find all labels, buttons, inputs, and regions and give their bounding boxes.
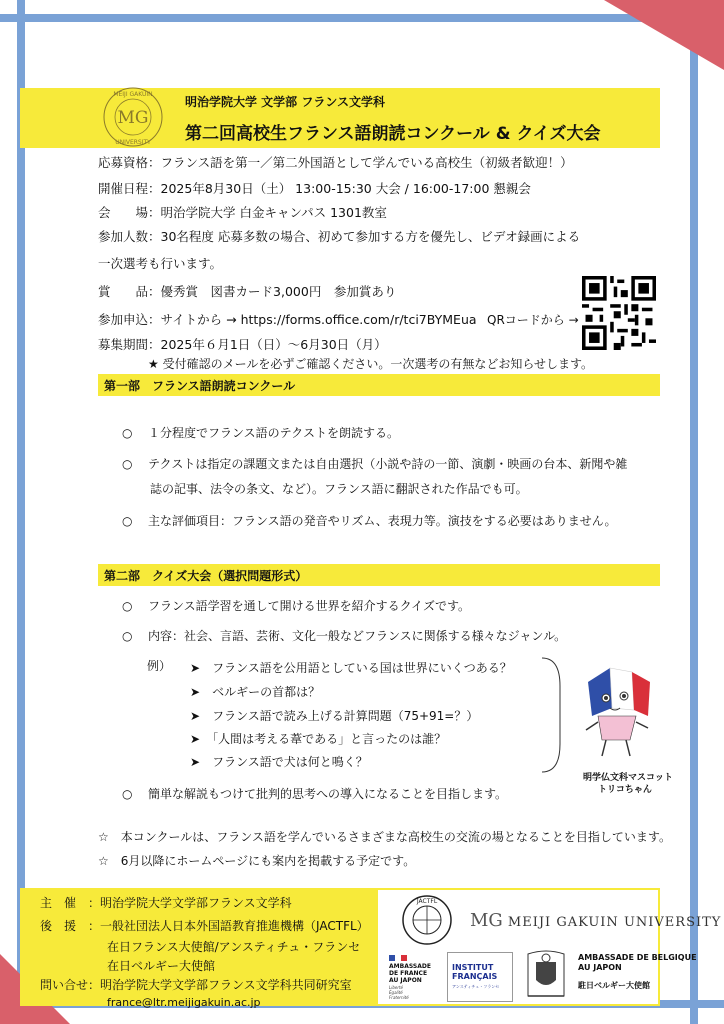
qr-code[interactable] [582,276,656,350]
part2-item: ○ フランス語学習を通して開ける世界を紹介するクイズです。 [122,599,470,613]
info-prize: 賞 品：優秀賞 図書カード3,000円 参加賞あり [98,284,397,299]
info-eligibility: 応募資格：フランス語を第一／第二外国語として学んでいる高校生（初級者歓迎！） [98,155,573,170]
info-period: 募集期間：2025年６月1日（日）～6月30日（月） [98,337,387,352]
footer-support-line: 在日ベルギー大使館 [107,959,216,973]
info-participants-cont: 一次選考も行います。 [98,256,223,271]
example-item: ➤ フランス語で読み上げる計算問題（75+91=？） [190,709,479,723]
note: ☆ 6月以降にホームページにも案内を掲載する予定です。 [98,854,416,868]
footer-contact: 問い合せ：明治学院大学文学部フランス文学科共同研究室 [40,978,352,992]
mascot-caption: 明学仏文科マスコット [583,773,673,783]
jactfl-logo [398,893,456,947]
frame-right [690,0,698,1024]
application-link[interactable]: サイトから → https://forms.office.com/r/tci7BYMEua [160,312,477,327]
example-bracket [540,656,570,774]
info-application: 参加申込：サイトから → https://forms.office.com/r/tci7BYMEua [98,312,477,327]
svg-text:MEIJI GAKUIN: MEIJI GAKUIN [113,91,153,98]
footer-support: 後 援 ：一般社団法人日本外国語教育推進機構（JACTFL） [40,919,369,933]
institut-francais-logo: INSTITUT FRANÇAIS アンスティチュ・フランセ [447,952,513,1002]
example-item: ➤ フランス語を公用語としている国は世界にいくつある？ [190,661,512,675]
frame-left [17,0,25,1024]
note: ☆ 本コンクールは、フランス語を学んでいるさまざまな高校生の交流の場となることを目指しています。 [98,830,671,844]
jactfl-text: JACTFL [416,898,438,905]
footer-host: 主 催 ：明治学院大学文学部フランス文学科 [40,896,292,910]
example-label: 例） [147,659,172,673]
part1-item-cont: 誌の記事、法令の条文、など）。フランス語に翻訳された作品でも可。 [150,482,528,496]
part1-heading: 第一部 フランス語朗読コンクール [104,379,296,393]
example-item: ➤ 「人間は考える葦である」と言ったのは誰？ [190,732,447,746]
part2-item: ○ 内容：社会、言語、芸術、文化一般などフランスに関係する様々なジャンル。 [122,629,567,643]
corner-top-right [604,0,724,70]
part2-heading: 第二部 クイズ大会（選択問題形式） [104,569,308,583]
belgium-coat-of-arms-icon [520,948,572,1002]
svg-text:UNIVERSITY: UNIVERSITY [115,139,151,146]
ambassade-france-logo: AMBASSADE DE FRANCE AU JAPON Liberté Égalité Fraternité [389,955,441,1000]
logo-mark: MG [117,108,149,128]
mg-mark: MG [470,910,503,931]
contact-email[interactable]: france@ltr.meijigakuin.ac.jp [107,996,261,1009]
part1-item: ○ １分程度でフランス語のテクストを朗読する。 [122,426,400,440]
notice: ★ 受付確認のメールを必ずご確認ください。一次選考の有無などお知らせします。 [148,357,594,371]
ambassade-belgique-logo: AMBASSADE DE BELGIQUE AU JAPON 駐日ベルギー大使館 [578,953,697,990]
meiji-gakuin-seal-logo [100,84,166,150]
part1-item: ○ 主な評価項目：フランス語の発音やリズム、表現力等。演技をする必要はありません。 [122,514,617,528]
mascot-name: トリコちゃん [598,785,652,795]
department-name: 明治学院大学 文学部 フランス文学科 [185,95,385,109]
part1-item: ○ テクストは指定の課題文または自由選択（小説や詩の一節、演劇・映画の台本、新聞や雑 [122,457,628,471]
info-participants: 参加人数：30名程度 応募多数の場合、初めて参加する方を優先し、ビデオ録画による [98,229,581,244]
footer-support-line: 在日フランス大使館/アンスティチュ・フランセ [107,940,361,954]
part2-item: ○ 簡単な解説もつけて批判的思考への導入になることを目指します。 [122,787,508,801]
example-item: ➤ ベルギーの首都は？ [190,685,321,699]
mg-university-logo: MG MEIJI GAKUIN UNIVERSITY [470,910,722,931]
example-item: ➤ フランス語で犬は何と鳴く？ [190,755,368,769]
page-title: 第二回高校生フランス語朗読コンクール & クイズ大会 [185,124,601,144]
qr-note: QRコードから → [487,313,579,327]
mascot-illustration [580,660,660,766]
info-date: 開催日程：2025年8月30日（土） 13:00-15:30 大会 / 16:00-17:00 懇親会 [98,181,531,196]
info-venue: 会 場：明治学院大学 白金キャンパス 1301教室 [98,205,387,220]
